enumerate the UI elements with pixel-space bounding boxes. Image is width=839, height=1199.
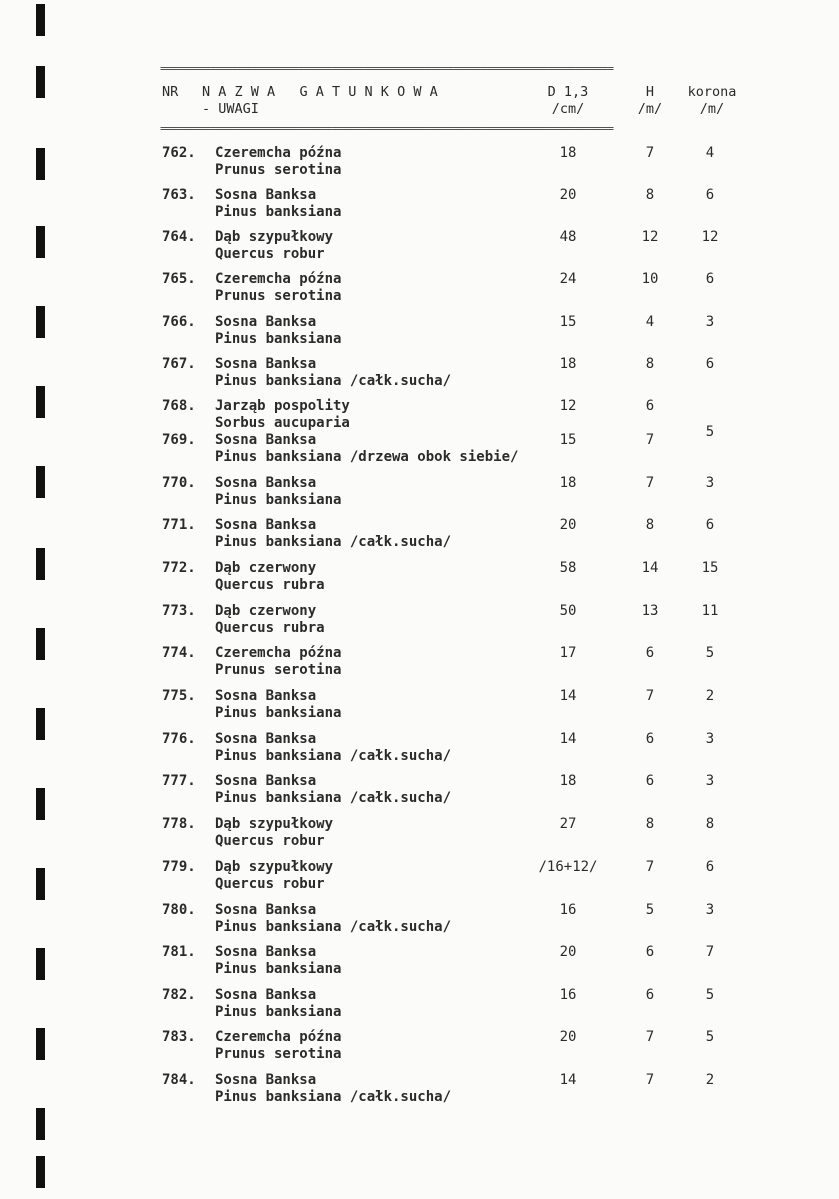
latin-name: Pinus banksiana /całk.sucha/ bbox=[215, 373, 452, 389]
row-number: 764. bbox=[162, 229, 196, 245]
species-name: Sosna Banksa bbox=[215, 731, 317, 747]
height-value: 5 bbox=[645, 902, 655, 918]
table-row bbox=[0, 314, 839, 356]
diameter-value: 18 bbox=[559, 356, 577, 372]
row-number: 780. bbox=[162, 902, 196, 918]
latin-name: Pinus banksiana /całk.sucha/ bbox=[215, 748, 452, 764]
crown-value: 3 bbox=[705, 314, 715, 330]
row-number: 784. bbox=[162, 1072, 196, 1088]
diameter-value: 14 bbox=[559, 688, 577, 704]
height-value: 14 bbox=[641, 560, 659, 576]
species-name: Sosna Banksa bbox=[215, 944, 317, 960]
row-number: 762. bbox=[162, 145, 196, 161]
row-number: 766. bbox=[162, 314, 196, 330]
latin-name: Quercus robur bbox=[215, 876, 325, 892]
diameter-value: 18 bbox=[559, 475, 577, 491]
diameter-value: 16 bbox=[559, 987, 577, 1003]
height-value: 7 bbox=[645, 432, 655, 448]
height-value: 7 bbox=[645, 688, 655, 704]
header-top-rule: ================================================================================== bbox=[160, 64, 613, 74]
shared-crown-value: 5 bbox=[705, 424, 715, 440]
crown-value: 12 bbox=[701, 229, 719, 245]
row-number: 774. bbox=[162, 645, 196, 661]
row-number: 777. bbox=[162, 773, 196, 789]
latin-name: Pinus banksiana bbox=[215, 1004, 342, 1020]
crown-value: 8 bbox=[705, 816, 715, 832]
crown-value: 11 bbox=[701, 603, 719, 619]
species-name: Czeremcha późna bbox=[215, 1029, 342, 1045]
height-value: 13 bbox=[641, 603, 659, 619]
binding-mark bbox=[36, 4, 45, 36]
diameter-value: 20 bbox=[559, 517, 577, 533]
species-name: Czeremcha późna bbox=[215, 145, 342, 161]
latin-name: Quercus robur bbox=[215, 246, 325, 262]
header-diameter-unit: /cm/ bbox=[551, 101, 585, 117]
header-crown: korona bbox=[687, 84, 737, 100]
species-name: Sosna Banksa bbox=[215, 432, 317, 448]
table-row bbox=[0, 944, 839, 986]
table-row bbox=[0, 645, 839, 687]
table-row bbox=[0, 356, 839, 398]
latin-name: Pinus banksiana bbox=[215, 204, 342, 220]
species-name: Sosna Banksa bbox=[215, 773, 317, 789]
latin-name: Prunus serotina bbox=[215, 662, 342, 678]
crown-value: 5 bbox=[705, 987, 715, 1003]
latin-name: Pinus banksiana /drzewa obok siebie/ bbox=[215, 449, 519, 465]
latin-name: Quercus robur bbox=[215, 833, 325, 849]
row-number: 773. bbox=[162, 603, 196, 619]
height-value: 8 bbox=[645, 517, 655, 533]
row-number: 783. bbox=[162, 1029, 196, 1045]
height-value: 12 bbox=[641, 229, 659, 245]
row-number: 772. bbox=[162, 560, 196, 576]
header-diameter: D 1,3 bbox=[547, 84, 589, 100]
table-row bbox=[0, 987, 839, 1029]
crown-value: 3 bbox=[705, 731, 715, 747]
diameter-value: 58 bbox=[559, 560, 577, 576]
diameter-value: 50 bbox=[559, 603, 577, 619]
row-number: 765. bbox=[162, 271, 196, 287]
diameter-value: 17 bbox=[559, 645, 577, 661]
row-number: 763. bbox=[162, 187, 196, 203]
header-nr: NR bbox=[162, 84, 179, 100]
diameter-value: 15 bbox=[559, 314, 577, 330]
species-name: Dąb czerwony bbox=[215, 603, 317, 619]
height-value: 10 bbox=[641, 271, 659, 287]
crown-value: 15 bbox=[701, 560, 719, 576]
crown-value: 6 bbox=[705, 356, 715, 372]
species-name: Jarząb pospolity bbox=[215, 398, 350, 414]
species-name: Sosna Banksa bbox=[215, 688, 317, 704]
diameter-value: 20 bbox=[559, 944, 577, 960]
height-value: 8 bbox=[645, 356, 655, 372]
table-row bbox=[0, 1029, 839, 1071]
species-name: Sosna Banksa bbox=[215, 1072, 317, 1088]
row-number: 782. bbox=[162, 987, 196, 1003]
row-number: 770. bbox=[162, 475, 196, 491]
height-value: 6 bbox=[645, 987, 655, 1003]
height-value: 6 bbox=[645, 731, 655, 747]
crown-value: 2 bbox=[705, 688, 715, 704]
height-value: 7 bbox=[645, 475, 655, 491]
binding-mark bbox=[36, 66, 45, 98]
binding-mark bbox=[36, 1156, 45, 1188]
table-row bbox=[0, 731, 839, 773]
crown-value: 5 bbox=[705, 645, 715, 661]
crown-value: 7 bbox=[705, 944, 715, 960]
row-number: 779. bbox=[162, 859, 196, 875]
crown-value: 2 bbox=[705, 1072, 715, 1088]
header-height-unit: /m/ bbox=[637, 101, 663, 117]
species-name: Dąb czerwony bbox=[215, 560, 317, 576]
species-name: Sosna Banksa bbox=[215, 475, 317, 491]
table-row bbox=[0, 475, 839, 517]
height-value: 6 bbox=[645, 398, 655, 414]
latin-name: Pinus banksiana bbox=[215, 705, 342, 721]
species-name: Sosna Banksa bbox=[215, 987, 317, 1003]
diameter-value: /16+12/ bbox=[538, 859, 598, 875]
height-value: 7 bbox=[645, 859, 655, 875]
latin-name: Prunus serotina bbox=[215, 1046, 342, 1062]
header-crown-unit: /m/ bbox=[699, 101, 725, 117]
diameter-value: 12 bbox=[559, 398, 577, 414]
table-row bbox=[0, 773, 839, 815]
row-number: 781. bbox=[162, 944, 196, 960]
crown-value: 4 bbox=[705, 145, 715, 161]
header-height: H bbox=[645, 84, 655, 100]
latin-name: Quercus rubra bbox=[215, 577, 325, 593]
latin-name: Pinus banksiana /całk.sucha/ bbox=[215, 919, 452, 935]
table-row bbox=[0, 688, 839, 730]
table-row bbox=[0, 1072, 839, 1114]
diameter-value: 16 bbox=[559, 902, 577, 918]
header-remarks: - UWAGI bbox=[202, 101, 259, 117]
species-name: Dąb szypułkowy bbox=[215, 816, 334, 832]
species-name: Czeremcha późna bbox=[215, 645, 342, 661]
species-name: Sosna Banksa bbox=[215, 517, 317, 533]
table-row bbox=[0, 902, 839, 944]
crown-value: 6 bbox=[705, 517, 715, 533]
height-value: 6 bbox=[645, 773, 655, 789]
diameter-value: 48 bbox=[559, 229, 577, 245]
row-number: 776. bbox=[162, 731, 196, 747]
table-row bbox=[0, 859, 839, 901]
species-name: Dąb szypułkowy bbox=[215, 229, 334, 245]
latin-name: Sorbus aucuparia bbox=[215, 415, 350, 431]
crown-value: 3 bbox=[705, 773, 715, 789]
latin-name: Prunus serotina bbox=[215, 288, 342, 304]
height-value: 7 bbox=[645, 145, 655, 161]
height-value: 6 bbox=[645, 944, 655, 960]
species-name: Sosna Banksa bbox=[215, 356, 317, 372]
row-number: 775. bbox=[162, 688, 196, 704]
diameter-value: 14 bbox=[559, 1072, 577, 1088]
height-value: 7 bbox=[645, 1029, 655, 1045]
diameter-value: 24 bbox=[559, 271, 577, 287]
species-name: Dąb szypułkowy bbox=[215, 859, 334, 875]
latin-name: Prunus serotina bbox=[215, 162, 342, 178]
header-bottom-rule: ================================================================================== bbox=[160, 124, 613, 134]
height-value: 6 bbox=[645, 645, 655, 661]
diameter-value: 15 bbox=[559, 432, 577, 448]
table-row bbox=[0, 517, 839, 559]
height-value: 8 bbox=[645, 816, 655, 832]
crown-value: 3 bbox=[705, 902, 715, 918]
crown-value: 5 bbox=[705, 1029, 715, 1045]
height-value: 7 bbox=[645, 1072, 655, 1088]
latin-name: Pinus banksiana bbox=[215, 492, 342, 508]
species-name: Sosna Banksa bbox=[215, 314, 317, 330]
latin-name: Pinus banksiana bbox=[215, 331, 342, 347]
diameter-value: 20 bbox=[559, 187, 577, 203]
row-number: 768. bbox=[162, 398, 196, 414]
table-row bbox=[0, 145, 839, 187]
row-number: 771. bbox=[162, 517, 196, 533]
row-number: 769. bbox=[162, 432, 196, 448]
latin-name: Quercus rubra bbox=[215, 620, 325, 636]
table-row bbox=[0, 187, 839, 229]
species-name: Czeremcha późna bbox=[215, 271, 342, 287]
crown-value: 3 bbox=[705, 475, 715, 491]
latin-name: Pinus banksiana /całk.sucha/ bbox=[215, 534, 452, 550]
latin-name: Pinus banksiana bbox=[215, 961, 342, 977]
table-row bbox=[0, 603, 839, 645]
table-row bbox=[0, 271, 839, 313]
latin-name: Pinus banksiana /całk.sucha/ bbox=[215, 1089, 452, 1105]
species-name: Sosna Banksa bbox=[215, 902, 317, 918]
diameter-value: 27 bbox=[559, 816, 577, 832]
row-number: 778. bbox=[162, 816, 196, 832]
table-row bbox=[0, 816, 839, 858]
height-value: 4 bbox=[645, 314, 655, 330]
crown-value: 6 bbox=[705, 187, 715, 203]
height-value: 8 bbox=[645, 187, 655, 203]
latin-name: Pinus banksiana /całk.sucha/ bbox=[215, 790, 452, 806]
header-species-name: N A Z W A G A T U N K O W A bbox=[202, 84, 438, 100]
diameter-value: 14 bbox=[559, 731, 577, 747]
table-row bbox=[0, 560, 839, 602]
crown-value: 6 bbox=[705, 271, 715, 287]
species-name: Sosna Banksa bbox=[215, 187, 317, 203]
diameter-value: 20 bbox=[559, 1029, 577, 1045]
diameter-value: 18 bbox=[559, 773, 577, 789]
row-number: 767. bbox=[162, 356, 196, 372]
diameter-value: 18 bbox=[559, 145, 577, 161]
crown-value: 6 bbox=[705, 859, 715, 875]
table-row bbox=[0, 229, 839, 271]
